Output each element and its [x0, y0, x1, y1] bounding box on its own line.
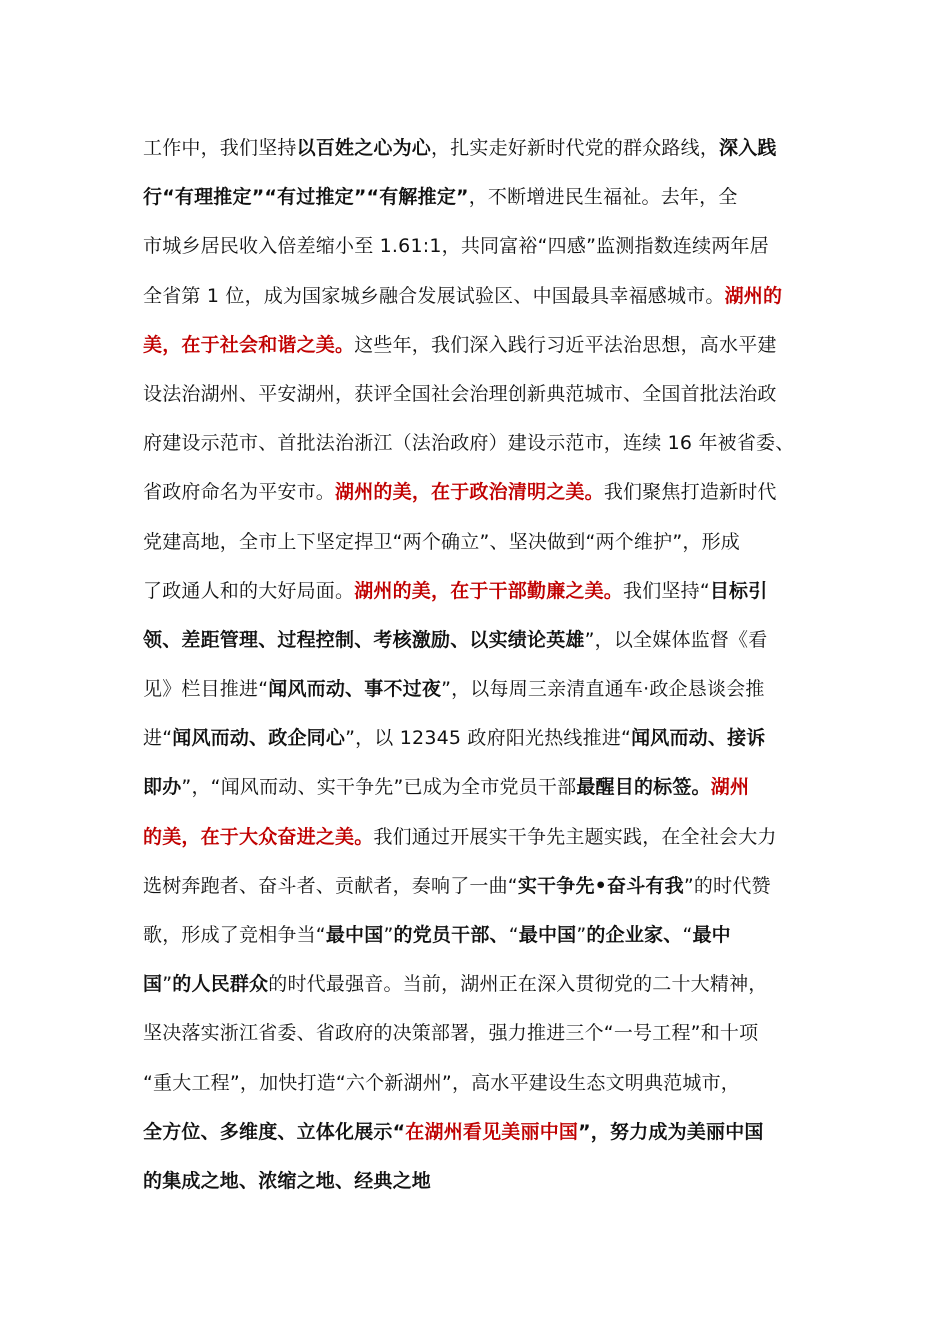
body-text: ”，以每周三亲清直通车·政企恳谈会推	[441, 678, 765, 701]
text-line	[143, 567, 815, 616]
bold-text: 的集成之地、浓缩之地、经典之地	[143, 1169, 432, 1192]
bold-text: ”，努力成为美丽中国	[578, 1120, 764, 1143]
bold-text: 闻风而动、事不过夜	[268, 678, 442, 701]
body-text: 党建高地，全市上下坚定捍卫“两个确立”、坚决做到“两个维护”，形成	[143, 530, 740, 553]
body-text: 我们通过开展实干争先主题实践，在全社会大力	[373, 825, 777, 848]
body-text: 坚决落实浙江省委、省政府的决策部署，强力推进三个“一号工程”和十项	[143, 1022, 759, 1045]
body-text: ”	[383, 924, 394, 946]
text-line	[143, 960, 815, 1009]
bold-text: 目标引	[709, 579, 768, 602]
body-text: ”	[576, 924, 587, 946]
text-line	[143, 714, 815, 763]
bold-text: 闻风而动、政企同心	[172, 727, 346, 750]
body-text: ”的时代赞	[683, 874, 771, 897]
body-text: 全省第 1 位，成为国家城乡融合发展试验区、中国最具幸福感城市。	[143, 284, 725, 307]
bold-text: 行“有理推定”“有过推定”“有解推定”	[143, 186, 469, 209]
text-line	[143, 370, 815, 419]
bold-text: 闻风而动、接诉	[631, 727, 766, 750]
body-text: 我们聚焦打造新时代	[603, 481, 777, 504]
body-text: 的时代最强音。当前，湖州正在深入贯彻党的二十大精神，	[268, 973, 768, 996]
highlight-text: 湖州	[710, 776, 750, 799]
highlight-text: 湖州的	[724, 284, 783, 307]
bold-text: 以百姓之心为心	[296, 137, 432, 159]
body-text: “重大工程”，加快打造“六个新湖州”，高水平建设生态文明典范城市，	[143, 1071, 740, 1094]
bold-text: 国	[143, 973, 163, 996]
text-line	[143, 468, 815, 517]
bold-text: 最中	[692, 924, 731, 946]
highlight-text: 湖州的美，在于干部勤廉之美。	[354, 579, 624, 602]
bold-text: 最中国	[325, 924, 384, 946]
highlight-text: 的美，在于大众奋进之美。	[143, 825, 374, 848]
text-line	[143, 518, 815, 567]
bold-text: 的人民群众	[172, 973, 269, 996]
body-text: 这些年，我们深入践行习近平法治思想，高水平建	[354, 333, 777, 356]
bold-text: 领、差距管理、过程控制、考核激励、以实绩论英雄	[143, 628, 585, 651]
body-text: 省政府命名为平安市。	[143, 481, 336, 504]
body-text: ”	[162, 973, 173, 996]
text-line	[143, 321, 815, 370]
text-line	[143, 813, 815, 862]
body-text: 工作中，我们坚持	[143, 137, 297, 159]
body-text: “	[508, 924, 519, 946]
bold-text: 全方位、多维度、立体化展示“	[143, 1120, 406, 1143]
text-line	[143, 222, 815, 271]
bold-text: 最醒目的标签。	[576, 776, 711, 799]
body-text: 市城乡居民收入倍差缩小至 1.61:1，共同富裕“四感”监测指数连续两年居	[143, 235, 769, 258]
body-text: 设法治湖州、平安湖州，获评全国社会治理创新典范城市、全国首批法治政	[143, 382, 777, 405]
text-line	[143, 124, 815, 173]
body-text: 歌，形成了竞相争当“	[143, 924, 326, 946]
body-text: ”，以全媒体监督《看	[584, 628, 768, 651]
body-text: 了政通人和的大好局面。	[143, 579, 355, 602]
body-text: 我们坚持“	[623, 579, 710, 602]
highlight-text: 在湖州看见美丽中国	[405, 1120, 579, 1143]
text-line	[143, 616, 815, 665]
body-text: 选树奔跑者、奋斗者、贡献者，奏响了一曲“	[143, 874, 518, 897]
text-line	[143, 1009, 815, 1058]
text-line	[143, 272, 815, 321]
text-line	[143, 911, 815, 960]
text-line	[143, 665, 815, 714]
text-line	[143, 1059, 815, 1108]
highlight-text: 湖州的美，在于政治清明之美。	[335, 481, 604, 504]
body-text: 进“	[143, 727, 173, 750]
body-text: ，扎实走好新时代党的群众路线，	[431, 137, 720, 159]
body-text: ”，“闻风而动、实干争先”已成为全市党员干部	[181, 776, 577, 799]
text-line	[143, 862, 815, 911]
text-line	[143, 173, 815, 222]
bold-text: 实干争先•奋斗有我	[517, 874, 684, 897]
text-line	[143, 419, 815, 468]
bold-text: 的企业家、	[586, 924, 683, 946]
text-line	[143, 1108, 815, 1157]
body-text: “	[682, 924, 693, 946]
body-text: ”，以 12345 政府阳光热线推进“	[345, 727, 632, 750]
text-line	[143, 1157, 815, 1206]
text-line	[143, 763, 815, 812]
body-text: 府建设示范市、首批法治浙江（法治政府）建设示范市，连续 16 年被省委、	[143, 432, 795, 455]
highlight-text: 美，在于社会和谐之美。	[143, 333, 355, 356]
article-body	[143, 124, 815, 1206]
body-text: ，不断增进民生福祉。去年，全	[468, 186, 738, 209]
bold-text: 的党员干部、	[393, 924, 509, 946]
bold-text: 即办	[143, 776, 182, 799]
bold-text: 最中国	[518, 924, 577, 946]
body-text: 见》栏目推进“	[143, 678, 269, 701]
bold-text: 深入践	[719, 137, 777, 159]
